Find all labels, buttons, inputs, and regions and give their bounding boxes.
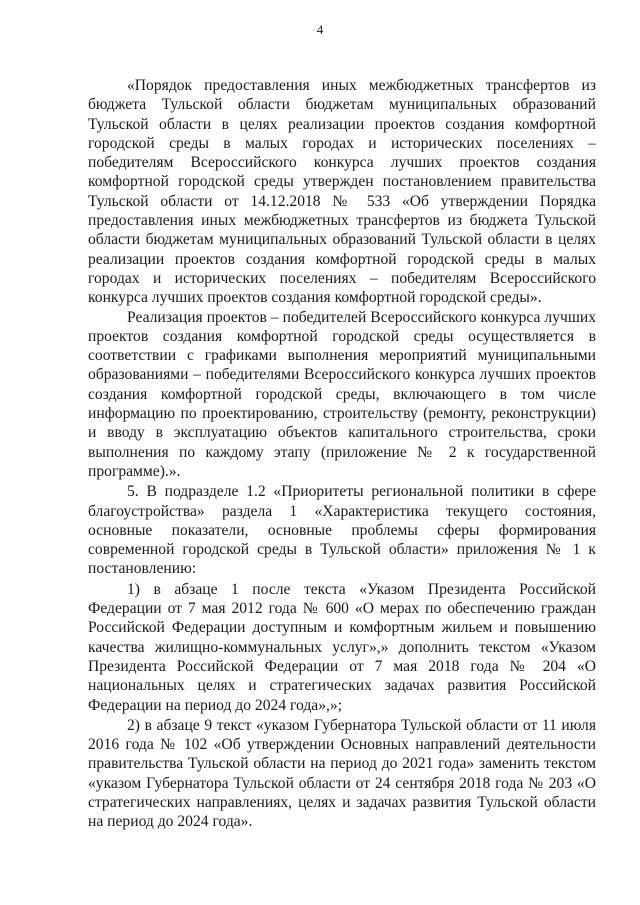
page-number: 4 [316, 22, 324, 37]
paragraph-procedure-quote: «Порядок предоставления иных межбюджетных трансфертов из бюджета Тульской области бюджетам муниципальных образований Тульской области в целях реализации проектов создания комфортной городской среды в малых городах и исторических поселениях – победителям Всероссийского конкурса лучших проектов создания комфортной городской среды утвержден постановлением правительства Тульской области от 14.12.2018 № 533 «Об утверждении Порядка предоставления иных межбюджетных трансфертов из бюджета Тульской области бюджетам муниципальных образований Тульской области в целях реализации проектов создания комфортной городской среды в малых городах и исторических поселениях – победителям Всероссийского конкурса лучших проектов создания комфортной городской среды». [88, 77, 596, 307]
paragraph-project-implementation: Реализация проектов – победителей Всероссийского конкурса лучших проектов создания комфортной городской среды осуществляется в соответствии с графиками выполнения мероприятий муниципальными образованиями – победителями Всероссийского конкурса лучших проектов создания комфортной городской среды, включающего в том числе информацию по проектированию, строительству (ремонту, реконструкции) и вводу в эксплуатацию объектов капитального строительства, сроки выполнения по каждому этапу (приложение № 2 к государственной программе).». [88, 308, 596, 480]
paragraph-subitem-2: 2) в абзаце 9 текст «указом Губернатора Тульской области от 11 июля 2016 года № 102 «Об утверждении Основных направлений деятельности правительства Тульской области на период до 2021 года» заменить текстом «указом Губернатора Тульской области от 24 сентября 2018 года № 203 «О стратегических направлениях, целях и задачах развития Тульской области на период до 2024 года». [88, 716, 596, 831]
paragraph-subitem-1: 1) в абзаце 1 после текста «Указом Президента Российской Федерации от 7 мая 2012 года № 600 «О мерах по обеспечению граждан Российской Федерации доступным и комфортным жильем и повышению качества жилищно-коммунальных услуг»,» дополнить текстом «Указом Президента Российской Федерации от 7 мая 2018 года № 204 «О национальных целях и стратегических задачах развития Российской Федерации на период до 2024 года»,»; [88, 580, 596, 714]
paragraph-item-5: 5. В подразделе 1.2 «Приоритеты региональной политики в сфере благоустройства» раздела 1 «Характеристика текущего состояния, основные показатели, основные проблемы сферы формирования современной городской среды в Тульской области» приложения № 1 к постановлению: [88, 483, 596, 578]
document-body [88, 76, 596, 832]
